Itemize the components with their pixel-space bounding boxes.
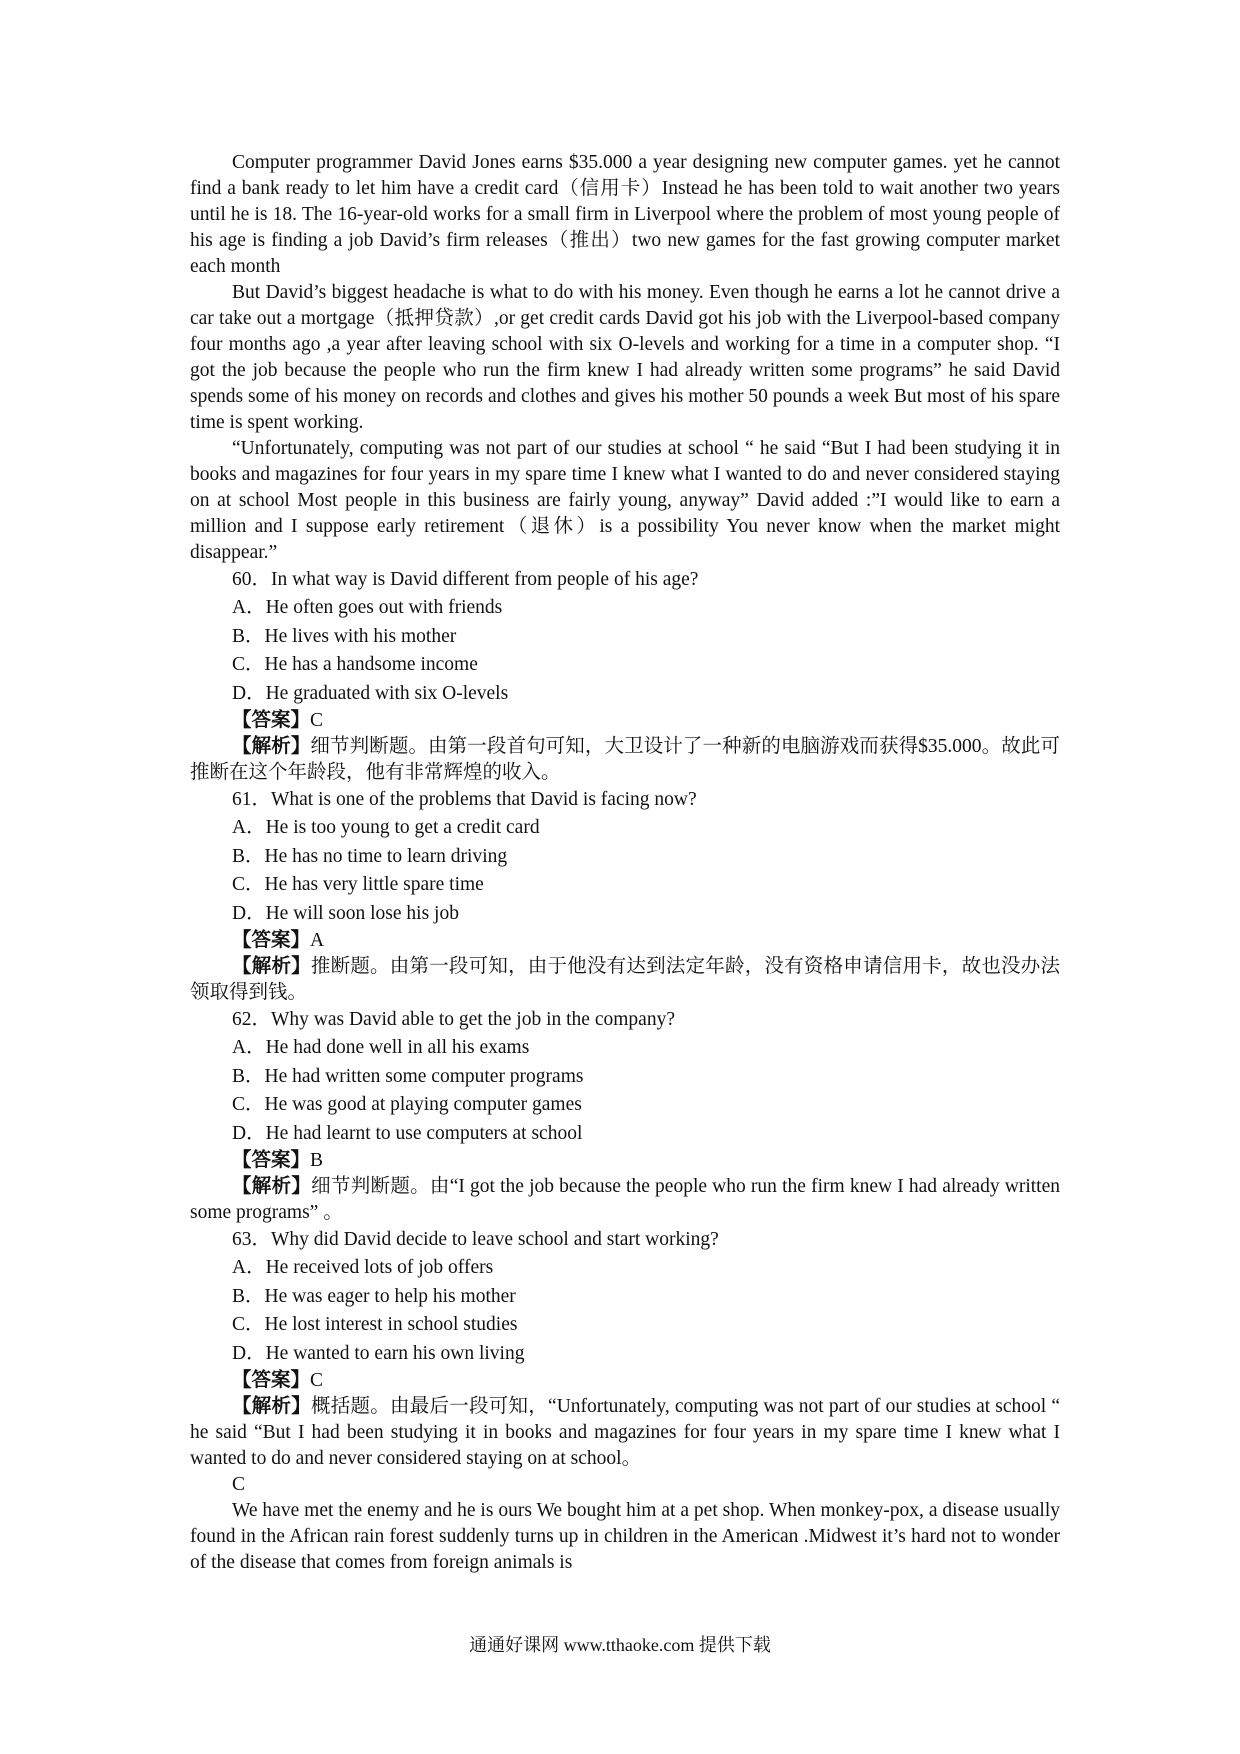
- option-d: D．He had learnt to use computers at school: [232, 1122, 583, 1144]
- question-60: [190, 566, 1060, 786]
- question-63: [190, 1226, 1060, 1472]
- explanation-text: 推断题。由第一段可知，由于他没有达到法定年龄，没有资格申请信用卡，故也没办法领取得到钱。: [190, 956, 1060, 1003]
- document-page: [190, 150, 1060, 1576]
- explanation: [190, 954, 1060, 1006]
- question-stem: 60．In what way is David different from people of his age?: [232, 569, 699, 590]
- question-stem: 61．What is one of the problems that David is facing now?: [232, 789, 697, 810]
- answer-line: [190, 708, 1060, 734]
- question-stem: 63．Why did David decide to leave school and start working?: [232, 1229, 719, 1250]
- option-a: A．He is too young to get a credit card: [232, 817, 540, 838]
- option-c: C．He lost interest in school studies: [232, 1314, 518, 1335]
- option-c: C．He was good at playing computer games: [232, 1094, 582, 1115]
- explanation-label: 【解析】: [232, 1176, 312, 1197]
- explanation: [190, 734, 1060, 786]
- answer-label: 【答案】: [232, 1370, 311, 1391]
- option-a: A．He often goes out with friends: [232, 597, 503, 618]
- answer-line: [190, 1148, 1060, 1174]
- explanation-text: 细节判断题。由第一段首句可知，大卫设计了一种新的电脑游戏而获得$35.000。故此可推断在这个年龄段，他有非常辉煌的收入。: [190, 736, 1060, 783]
- question-61: [190, 786, 1060, 1006]
- option-a: A．He received lots of job offers: [232, 1257, 494, 1278]
- passage-paragraph-3: “Unfortunately, computing was not part of our studies at school “ he said “But I had been studying it in books and magazines for four years in my spare time I knew what I wanted to do and never considered staying on at school Most people in this business are fairly young, anyway” David added :”I would like to earn a million and I suppose early retirement（退休）is a possibility You never know when the market might disappear.”: [190, 438, 1060, 563]
- answer-value: C: [310, 710, 324, 731]
- explanation-label: 【解析】: [232, 956, 311, 977]
- explanation-label: 【解析】: [232, 1396, 312, 1417]
- option-d: D．He graduated with six O-levels: [232, 682, 509, 704]
- passage-paragraph-2: But David’s biggest headache is what to do with his money. Even though he earns a lot he cannot drive a car take out a mortgage（抵押贷款）,or get credit cards David got his job with the Liverpool-based company four months ago ,a year after leaving school with six O-levels and working for a time in a computer shop. “I got the job because the people who run the firm knew I had already written some programs” he said David spends some of his money on records and clothes and gives his mother 50 pounds a week But most of his spare time is spent working.: [190, 282, 1060, 433]
- option-b: B．He was eager to help his mother: [232, 1285, 516, 1307]
- answer-line: [190, 1368, 1060, 1394]
- page-footer: 通通好课网 www.tthaoke.com 提供下载: [469, 1635, 771, 1655]
- section-heading-c: C: [232, 1474, 246, 1495]
- option-c: C．He has a handsome income: [232, 654, 478, 675]
- answer-value: B: [310, 1150, 324, 1171]
- answer-label: 【答案】: [232, 1150, 311, 1171]
- explanation-text: 概括题。由最后一段可知，“Unfortunately, computing was not part of our studies at school “ he said “But I had been studying it in books and magazines for four years in my spare time I knew what I wanted to do and never considered staying on at school。: [190, 1396, 1060, 1469]
- answer-value: C: [310, 1370, 324, 1391]
- explanation-label: 【解析】: [232, 736, 311, 757]
- answer-label: 【答案】: [232, 710, 311, 731]
- explanation-text: 细节判断题。由“I got the job because the people who run the firm knew I had already written some programs” 。: [190, 1176, 1060, 1223]
- section-c-paragraph-1: We have met the enemy and he is ours We bought him at a pet shop. When monkey-pox, a disease usually found in the African rain forest suddenly turns up in children in the American .Midwest it’s hard not to wonder of the disease that comes from foreign animals is: [190, 1500, 1060, 1573]
- answer-value: A: [310, 930, 325, 951]
- question-stem: 62．Why was David able to get the job in the company?: [232, 1009, 675, 1030]
- option-d: D．He will soon lose his job: [232, 902, 459, 924]
- option-a: A．He had done well in all his exams: [232, 1037, 530, 1058]
- explanation: [190, 1174, 1060, 1226]
- option-b: B．He has no time to learn driving: [232, 845, 508, 867]
- option-d: D．He wanted to earn his own living: [232, 1342, 525, 1364]
- option-b: B．He had written some computer programs: [232, 1065, 584, 1087]
- option-c: C．He has very little spare time: [232, 874, 484, 895]
- explanation: [190, 1394, 1060, 1472]
- question-62: [190, 1006, 1060, 1226]
- passage-paragraph-1: Computer programmer David Jones earns $35.000 a year designing new computer games. yet he cannot find a bank ready to let him have a credit card（信用卡）Instead he has been told to wait another two years until he is 18. The 16-year-old works for a small firm in Liverpool where the problem of most young people of his age is finding a job David’s firm releases（推出）two new games for the fast growing computer market each month: [190, 152, 1060, 277]
- option-b: B．He lives with his mother: [232, 625, 457, 647]
- answer-line: [190, 928, 1060, 954]
- answer-label: 【答案】: [232, 930, 311, 951]
